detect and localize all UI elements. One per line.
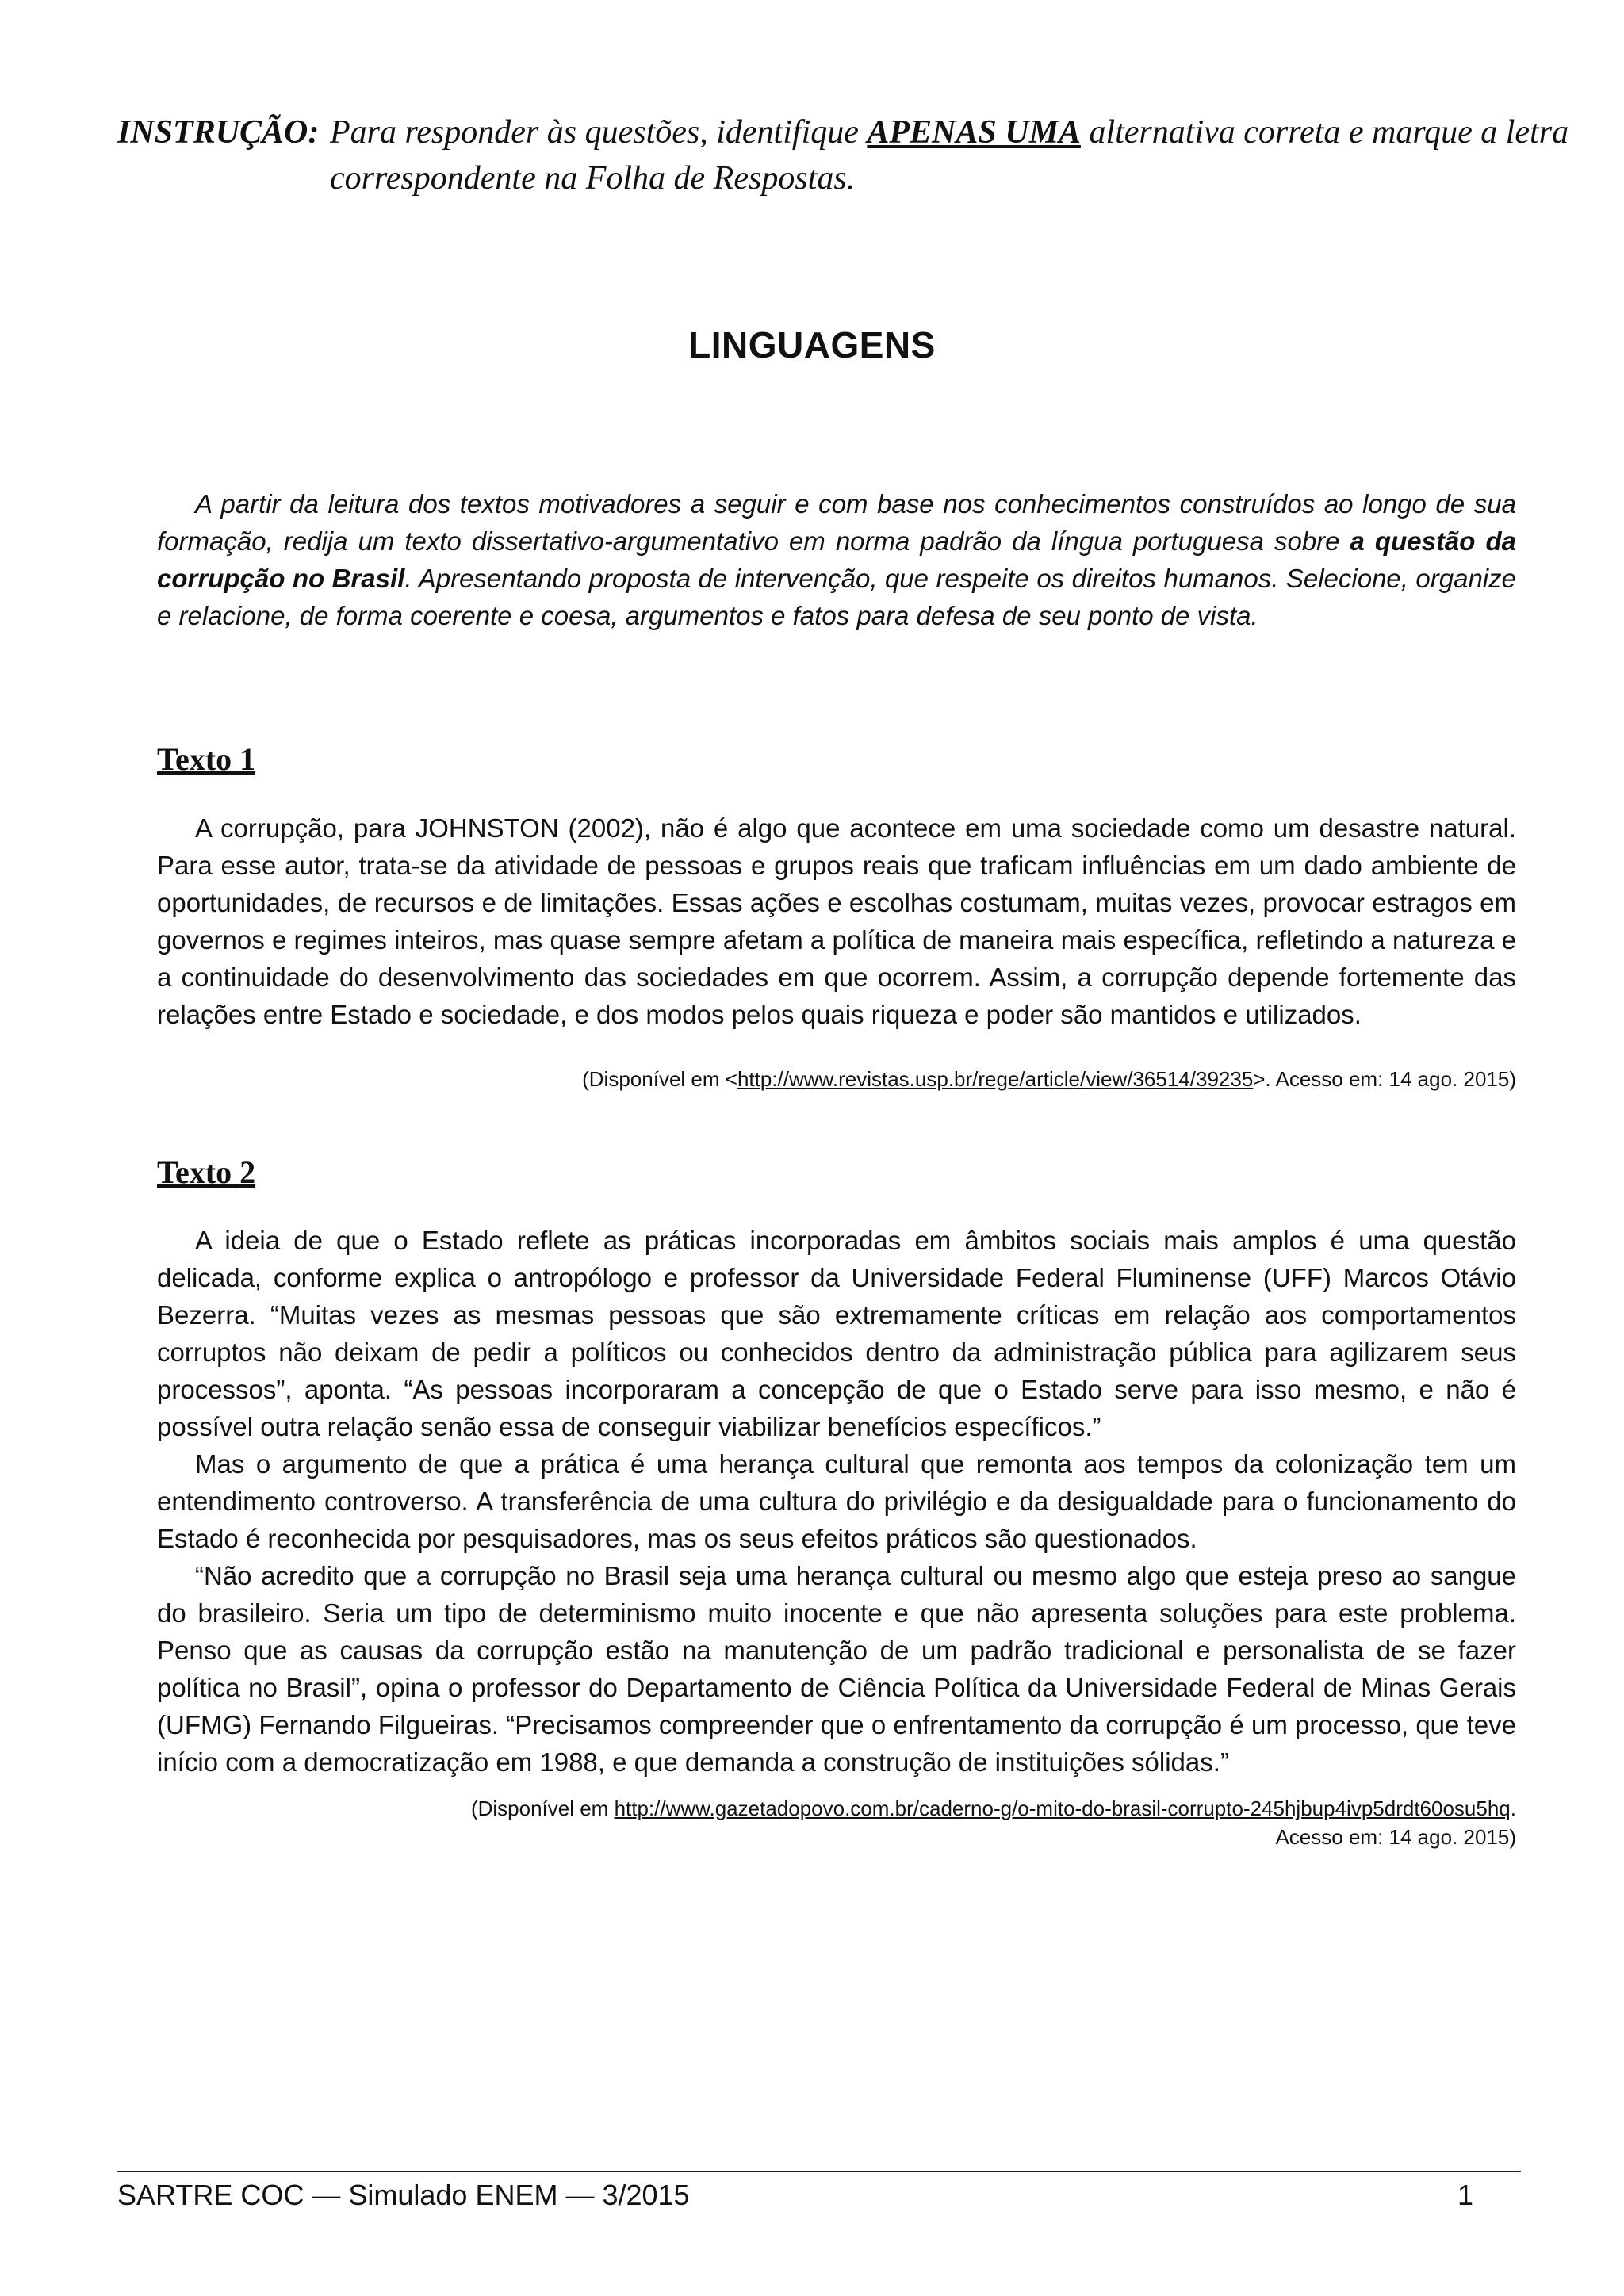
instruction-label: INSTRUÇÃO:: [117, 114, 320, 151]
text2-heading: Texto 2: [157, 1154, 256, 1190]
text2-paragraph: A ideia de que o Estado reflete as práticas incorporadas em âmbitos sociais mais amplos é uma questão delicada, conforme explica o antropólogo e professor da Universidade Federal Fluminense (UFF) Marcos Otávio Bezerra. “Muitas vezes as mesmas pessoas que são extremamente críticas em relação aos comportamentos corruptos não deixam de pedir a políticos ou conhecidos dentro da administração pública para agilizarem seus processos”, aponta. “As pessoas incorporaram a concepção de que o Estado serve para isso mesmo, e não é possível outra relação senão essa de conseguir viabilizar benefícios específicos.”: [157, 1226, 1516, 1441]
text2-source-prefix: (Disponível em: [470, 1797, 615, 1820]
footer-exam-title: SARTRE COC — Simulado ENEM — 3/2015: [117, 2179, 690, 2211]
prompt-part1: A partir da leitura dos textos motivadores a seguir e com base nos conhecimentos construídos ao longo de sua formação, redija um texto dissertativo-argumentativo em norma padrão da língua portuguesa sobre: [157, 489, 1516, 556]
text1-paragraph: A corrupção, para JOHNSTON (2002), não é algo que acontece em uma sociedade como um desastre natural. Para esse autor, trata-se da atividade de pessoas e grupos reais que traficam influências em um dado ambiente de oportunidades, de recursos e de limitações. Essas ações e escolhas costumam, muitas vezes, provocar estragos em governos e regimes inteiros, mas quase sempre afetam a política de maneira mais específica, refletindo a natureza e a continuidade do desenvolvimento das sociedades em que ocorrem. Assim, a corrupção depende fortemente das relações entre Estado e sociedade, e dos modos pelos quais riqueza e poder são mantidos e utilizados.: [157, 813, 1516, 1029]
text1-source-link[interactable]: http://www.revistas.usp.br/rege/article/view/36514/39235: [737, 1067, 1254, 1091]
section-title: LINGUAGENS: [688, 324, 936, 365]
instruction-text-after: alternativa correta e marque a letra correspondente na Folha de Respostas.: [330, 114, 1569, 197]
page-number: 1: [1457, 2179, 1474, 2211]
text1-source: [157, 1065, 1516, 1093]
instruction-text-before: Para responder às questões, identifique: [330, 114, 868, 151]
text2-source: [157, 1794, 1516, 1851]
essay-prompt: [157, 485, 1516, 634]
text2-body: [157, 1222, 1516, 1781]
footer-divider: [117, 2171, 1521, 2172]
prompt-topic: a questão da corrupção no Brasil: [157, 526, 1516, 593]
text2-paragraph: “Não acredito que a corrupção no Brasil seja uma herança cultural ou mesmo algo que esteja preso ao sangue do brasileiro. Seria um tipo de determinismo muito inocente e que não apresenta soluções para este problema. Penso que as causas da corrupção estão na manutenção de um padrão tradicional e personalista de se fazer política no Brasil”, opina o professor do Departamento de Ciência Política da Universidade Federal de Minas Gerais (UFMG) Fernando Filgueiras. “Precisamos compreender que o enfrentamento da corrupção é um processo, que teve início com a democratização em 1988, e que demanda a construção de instituições sólidas.”: [157, 1561, 1516, 1777]
text2-source-line1: [157, 1794, 1516, 1823]
text1-source-prefix: (Disponível em <: [582, 1067, 737, 1091]
text2-source-line2: Acesso em: 14 ago. 2015): [1275, 1825, 1516, 1849]
text1-heading: Texto 1: [157, 741, 256, 777]
prompt-part2: . Apresentando proposta de intervenção, que respeite os direitos humanos. Selecione, organize e relacione, de forma coerente e coesa, argumentos e fatos para defesa de seu ponto de vista.: [157, 564, 1516, 630]
text2-source-link[interactable]: http://www.gazetadopovo.com.br/caderno-g/o-mito-do-brasil-corrupto-245hjbup4ivp5drdt60osu5hq: [614, 1797, 1511, 1820]
instruction-emphasis: APENAS UMA: [867, 114, 1081, 151]
instruction-text: [330, 109, 1614, 201]
text2-source-suffix: .: [1510, 1797, 1516, 1820]
text1-body: [157, 809, 1516, 1033]
text2-paragraph: Mas o argumento de que a prática é uma herança cultural que remonta aos tempos da colonização tem um entendimento controverso. A transferência de uma cultura do privilégio e da desigualdade para o funcionamento do Estado é reconhecida por pesquisadores, mas os seus efeitos práticos são questionados.: [157, 1449, 1516, 1553]
text1-source-suffix: >. Acesso em: 14 ago. 2015): [1253, 1067, 1516, 1091]
